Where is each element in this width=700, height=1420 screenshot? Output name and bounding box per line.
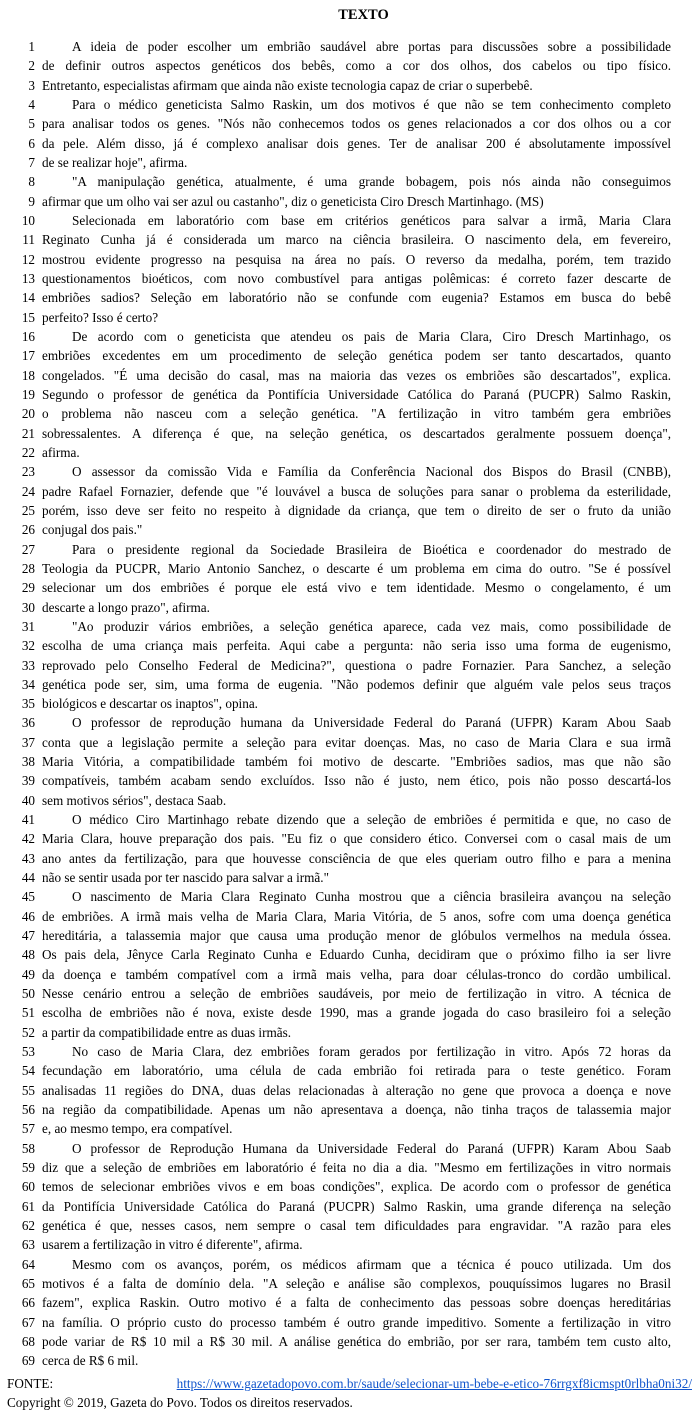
line-text: Os pais dela, Jênyce Carla Reginato Cunha e Eduardo Cunha, decidiram que o próximo filho ia ser livre	[42, 947, 671, 963]
line-text: reprovado pelo Conselho Federal de Medicina?", questiona o padre Fornazier. Para Sanchez, a seleção	[42, 657, 671, 673]
text-line	[0, 1119, 700, 1138]
line-text: afirmar que um olho vai ser azul ou castanho", diz o geneticista Ciro Dresch Martinhago. (MS)	[42, 193, 544, 209]
line-text: hereditária, a talassemia major que causa uma produção menor de glóbulos vermelhos na medula óssea.	[42, 928, 671, 944]
text-line	[0, 1081, 700, 1100]
line-text: embriões sadios? Seleção em laboratório não se confunde com eugenia? Estamos em busca do bebê	[42, 290, 671, 306]
line-number: 29	[21, 580, 35, 596]
line-number: 40	[21, 792, 35, 808]
line-text: A ideia de poder escolher um embrião saudável abre portas para discussões sobre a possibilidade	[72, 39, 671, 54]
line-text: e, ao mesmo tempo, era compatível.	[42, 1121, 233, 1137]
line-number: 23	[21, 464, 35, 480]
line-number: 19	[21, 386, 35, 402]
source-label: FONTE:	[7, 1375, 54, 1391]
line-number: 36	[21, 715, 35, 731]
line-text: perfeito? Isso é certo?	[42, 309, 159, 325]
source-row	[0, 1374, 700, 1393]
source-link[interactable]: https://www.gazetadopovo.com.br/saude/selecionar-um-bebe-e-etico-76rrgxf8icmspt0rlbha0ni32/	[176, 1375, 692, 1391]
text-line	[0, 346, 700, 365]
line-text: ano antes da fertilização, para que houvesse consciência de que eles queriam outro filho e para a menina	[42, 850, 671, 866]
line-text: padre Rafael Fornazier, defende que "é louvável a busca de soluções para sanar o problema da esterilidade,	[42, 483, 671, 499]
line-text: Para o presidente regional da Sociedade Brasileira de Bioética e coordenador do mestrado de	[72, 541, 671, 557]
line-text: biológicos e descartar os inaptos", opina.	[42, 696, 258, 712]
text-line	[0, 1293, 700, 1312]
line-text: No caso de Maria Clara, dez embriões foram gerados por fertilização in vitro. Após 72 horas da	[72, 1044, 671, 1060]
text-line	[0, 288, 700, 307]
line-number: 3	[28, 77, 35, 93]
line-text: compatíveis, também acabam sendo excluídos. Isso não é justo, nem ético, pois não posso descartá-los	[42, 773, 671, 789]
text-line	[0, 636, 700, 655]
line-text: "Ao produzir vários embriões, a seleção genética aparece, cada vez mais, como possibilidade de	[72, 618, 671, 634]
text-line	[0, 945, 700, 964]
text-line	[0, 1158, 700, 1177]
line-number: 17	[21, 348, 35, 364]
line-text: para analisar todos os genes. "Nós não conhecemos todos os genes relacionados a cor dos olhos ou a cor	[42, 116, 671, 132]
line-number: 31	[21, 618, 35, 634]
text-line	[0, 907, 700, 926]
line-text: porém, isso deve ser feito no respeito à dignidade da criança, que tem o direito de ser o fruto da união	[42, 502, 671, 518]
text-line	[0, 1139, 700, 1158]
line-number: 4	[28, 96, 35, 112]
text-line	[0, 887, 700, 906]
line-number: 46	[21, 908, 35, 924]
line-text: O nascimento de Maria Clara Reginato Cunha mostrou que a ciência brasileira avançou na seleção	[72, 889, 671, 905]
line-text: Maria Vitória, a compatibilidade também foi motivo de descarte. "Embriões sadios, mas que não são	[42, 754, 671, 770]
line-number: 12	[21, 251, 35, 267]
line-number: 26	[21, 522, 35, 538]
line-text: sem motivos sérios", destaca Saab.	[42, 792, 227, 808]
text-line	[0, 211, 700, 230]
line-text: Maria Clara, houve preparação dos pais. "Eu fiz o que considero ético. Conversei com o casal mais de um	[42, 831, 671, 847]
text-line	[0, 95, 700, 114]
line-number: 45	[21, 889, 35, 905]
text-line	[0, 617, 700, 636]
copyright-text: Copyright © 2019, Gazeta do Povo. Todos os direitos reservados.	[7, 1394, 353, 1410]
line-text: Segundo o professor de genética da Pontifícia Universidade Católica do Paraná (PUCPR) Salmo Raskin,	[42, 386, 671, 402]
line-text: não se sentir usada por ter nascido para salvar a irmã."	[42, 870, 329, 886]
line-text: genética é que, nesses casos, nem sempre o casal tem dificuldades para engravidar. "A razão para eles	[42, 1218, 671, 1234]
line-number: 28	[21, 560, 35, 576]
line-number: 2	[28, 58, 35, 74]
text-line	[0, 1197, 700, 1216]
line-text: descarte a longo prazo", afirma.	[42, 599, 210, 615]
text-line	[0, 37, 700, 56]
text-line	[0, 829, 700, 848]
line-number: 8	[28, 174, 35, 190]
line-number: 6	[28, 135, 35, 151]
line-text: da doença e também compatível com a irmã mais velha, para doar células-tronco do cordão umbilical.	[42, 966, 671, 982]
text-line	[0, 56, 700, 75]
line-number: 66	[21, 1295, 35, 1311]
line-number: 60	[21, 1179, 35, 1195]
line-number: 18	[21, 367, 35, 383]
line-text: afirma.	[42, 444, 80, 460]
text-line	[0, 443, 700, 462]
text-line	[0, 791, 700, 810]
line-number: 65	[21, 1276, 35, 1291]
line-number: 48	[21, 947, 35, 963]
text-line	[0, 172, 700, 191]
line-number: 39	[21, 773, 35, 789]
line-text: o problema não nasceu com a seleção genética. "A fertilização in vitro também gera embriões	[42, 406, 671, 422]
line-text: escolha de uma criança mais perfeita. Aqui cabe a pergunta: não seria isso uma forma de eugenismo,	[42, 638, 671, 654]
line-text: Entretanto, especialistas afirmam que ainda não existe tecnologia capaz de criar o superbebê.	[42, 77, 533, 93]
line-number: 35	[21, 696, 35, 712]
text-line	[0, 984, 700, 1003]
line-number: 64	[21, 1256, 35, 1272]
line-number: 32	[21, 638, 35, 654]
line-number: 55	[21, 1082, 35, 1098]
line-number: 14	[21, 290, 35, 306]
line-text: O assessor da comissão Vida e Família da Conferência Nacional dos Bispos do Brasil (CNBB),	[72, 464, 671, 480]
line-number: 13	[21, 270, 35, 286]
line-number: 59	[21, 1160, 35, 1176]
footer	[0, 1374, 700, 1413]
text-line	[0, 771, 700, 790]
line-text: O médico Ciro Martinhago rebate dizendo que a seleção de embriões é permitida e que, no caso de	[72, 812, 671, 828]
text-line	[0, 76, 700, 95]
text-line	[0, 250, 700, 269]
line-number: 63	[21, 1237, 35, 1253]
line-number: 24	[21, 483, 35, 499]
text-line	[0, 366, 700, 385]
line-number: 21	[21, 425, 35, 441]
line-text: fazem", explica Raskin. Outro motivo é a falta de conhecimento das pessoas sobre doenças hereditárias	[42, 1295, 671, 1311]
line-number: 41	[21, 812, 35, 828]
line-text: O professor de reprodução humana da Universidade Federal do Paraná (UFPR) Karam Abou Saab	[72, 715, 671, 731]
text-line	[0, 1100, 700, 1119]
line-text: a partir da compatibilidade entre as duas irmãs.	[42, 1024, 292, 1040]
line-number: 5	[28, 116, 35, 132]
line-text: usarem a fertilização in vitro é diferente", afirma.	[42, 1237, 303, 1253]
line-number: 62	[21, 1218, 35, 1234]
line-number: 9	[28, 193, 35, 209]
line-text: De acordo com o geneticista que atendeu os pais de Maria Clara, Ciro Dresch Martinhago, os	[72, 328, 671, 344]
text-line	[0, 926, 700, 945]
line-text: questionamentos bioéticos, com novo combustível para antigas polêmicas: é correto fazer descarte de	[42, 270, 671, 286]
text-line	[0, 713, 700, 732]
text-line	[0, 404, 700, 423]
line-text: de embriões. A irmã mais velha de Maria Clara, Maria Vitória, de 5 anos, sofre com uma doença genética	[42, 908, 671, 924]
line-number: 49	[21, 966, 35, 982]
text-line	[0, 965, 700, 984]
line-number: 25	[21, 502, 35, 518]
line-number: 1	[28, 39, 35, 54]
page-title: TEXTO	[338, 7, 389, 23]
line-text: da Pontifícia Universidade Católica do Paraná (PUCPR) Salmo Raskin, uma grande diferença na seleção	[42, 1198, 671, 1214]
text-line	[0, 1313, 700, 1332]
line-number: 58	[21, 1140, 35, 1156]
text-line	[0, 424, 700, 443]
text-line	[0, 269, 700, 288]
line-number: 51	[21, 1005, 35, 1021]
line-text: analisadas 11 regiões do DNA, duas delas relacionadas à alteração no gene que provoca a doença e nove	[42, 1082, 671, 1098]
text-lines	[0, 37, 700, 1371]
line-text: Selecionada em laboratório com base em critérios genéticos para salvar a irmã, Maria Clara	[72, 212, 671, 228]
text-line	[0, 694, 700, 713]
line-number: 68	[21, 1333, 35, 1349]
text-line	[0, 462, 700, 481]
line-text: mostrou evidente progresso na pesquisa na área no país. O reverso da medalha, porém, tem trazido	[42, 251, 671, 267]
line-text: Para o médico geneticista Salmo Raskin, um dos motivos é que não se tem conhecimento completo	[72, 96, 671, 112]
text-line	[0, 482, 700, 501]
line-text: embriões excedentes em um procedimento de seleção genética podem ser tanto descartados, quanto	[42, 348, 671, 364]
text-line	[0, 1177, 700, 1196]
line-number: 69	[21, 1353, 35, 1369]
line-number: 7	[28, 154, 35, 170]
line-text: conta que a legislação permite a seleção para evitar doenças. Mas, no caso de Maria Clara e sua irmã	[42, 734, 671, 750]
line-text: da pele. Além disso, já é complexo analisar dois genes. Ter de analisar 200 é absolutamente impossível	[42, 135, 671, 151]
line-text: Mesmo com os avanços, porém, os médicos afirmam que a técnica é pouco utilizada. Um dos	[72, 1256, 671, 1272]
line-number: 67	[21, 1314, 35, 1330]
text-line	[0, 385, 700, 404]
text-line	[0, 1332, 700, 1351]
text-line	[0, 1235, 700, 1254]
line-number: 15	[21, 309, 35, 325]
line-number: 37	[21, 734, 35, 750]
line-number: 56	[21, 1102, 35, 1118]
text-line	[0, 114, 700, 133]
text-line	[0, 810, 700, 829]
text-line	[0, 598, 700, 617]
text-line	[0, 559, 700, 578]
text-line	[0, 327, 700, 346]
text-line	[0, 540, 700, 559]
text-line	[0, 308, 700, 327]
line-text: de definir outros aspectos genéticos dos bebês, como a cor dos olhos, dos cabelos ou tipo físico.	[42, 58, 671, 74]
line-number: 30	[21, 599, 35, 615]
line-text: O professor de Reprodução Humana da Universidade Federal do Paraná (UFPR) Karam Abou Saab	[72, 1140, 671, 1156]
text-line	[0, 192, 700, 211]
text-line	[0, 153, 700, 172]
text-line	[0, 501, 700, 520]
line-number: 61	[21, 1198, 35, 1214]
line-text: na região da compatibilidade. Apenas um não apresentava a doença, não tinha traços de talassemia major	[42, 1102, 671, 1118]
line-text: cerca de R$ 6 mil.	[42, 1353, 139, 1369]
line-number: 33	[21, 657, 35, 673]
line-number: 54	[21, 1063, 35, 1079]
line-number: 44	[21, 870, 35, 886]
text-line	[0, 578, 700, 597]
line-text: diz que a seleção de embriões em laboratório é feita no dia a dia. "Mesmo em fertilizações in vitro normais	[42, 1160, 671, 1176]
line-number: 50	[21, 986, 35, 1002]
text-line	[0, 1042, 700, 1061]
line-text: selecionar um dos embriões é porque ele está vivo e tem identidade. Mesmo o congelamento, é um	[42, 580, 671, 596]
line-text: conjugal dos pais."	[42, 522, 143, 538]
line-text: sobressalentes. A diferença é que, na seleção genética, os descartados geralmente possuem doença",	[42, 425, 671, 441]
line-number: 11	[22, 232, 35, 248]
line-text: fecundação em laboratório, uma célula de cada embrião foi retirada para o teste genético. Foram	[42, 1063, 671, 1079]
line-text: Nesse cenário entrou a seleção de embriões saudáveis, por meio de fertilização in vitro. A técnica de	[42, 986, 671, 1002]
text-line	[0, 752, 700, 771]
text-line	[0, 1216, 700, 1235]
text-line	[0, 134, 700, 153]
line-number: 38	[21, 754, 35, 770]
text-line	[0, 1274, 700, 1293]
text-line	[0, 733, 700, 752]
line-number: 27	[21, 541, 35, 557]
text-line	[0, 849, 700, 868]
line-text: escolha de embriões não é nova, existe desde 1990, mas a grande jogada do caso brasileiro foi a seleção	[42, 1005, 671, 1021]
line-text: Teologia da PUCPR, Mario Antonio Sanchez, o descarte é um problema em cima do outro. "Se é possível	[42, 560, 671, 576]
text-line	[0, 656, 700, 675]
text-line	[0, 868, 700, 887]
line-number: 34	[21, 676, 35, 692]
line-text: na família. O próprio custo do processo também é outro grande impeditivo. Somente a fertilização in vitro	[42, 1314, 671, 1330]
line-text: Reginato Cunha já é considerada um marco na ciência brasileira. O nascimento dela, em fevereiro,	[42, 232, 671, 248]
text-line	[0, 1061, 700, 1080]
line-number: 22	[21, 444, 35, 460]
text-line	[0, 520, 700, 539]
line-text: de se realizar hoje", afirma.	[42, 154, 188, 170]
line-text: congelados. "É uma decisão do casal, mas na maioria das vezes os embriões são descartados", explica.	[42, 367, 671, 383]
line-text: genética pode ser, sim, uma forma de eugenia. "Não podemos definir que alguém vale pelos seus traços	[42, 676, 671, 692]
text-line	[0, 1255, 700, 1274]
line-number: 42	[21, 831, 35, 847]
line-number: 10	[21, 212, 35, 228]
text-line	[0, 230, 700, 249]
line-number: 57	[21, 1121, 35, 1137]
line-number: 43	[21, 850, 35, 866]
text-line	[0, 675, 700, 694]
line-number: 20	[21, 406, 35, 422]
text-line	[0, 1023, 700, 1042]
line-text: pode variar de R$ 10 mil a R$ 30 mil. A análise genética do embrião, por ser rara, também tem custo alto,	[42, 1333, 671, 1349]
line-text: "A manipulação genética, atualmente, é uma grande bobagem, pois nós ainda não conseguimos	[72, 174, 671, 190]
line-text: temos de selecionar embriões vivos e em boas condições", explica. De acordo com o professor de genética	[42, 1179, 671, 1195]
text-line	[0, 1351, 700, 1370]
line-number: 16	[21, 328, 35, 344]
text-line	[0, 1003, 700, 1022]
line-number: 52	[21, 1024, 35, 1040]
line-number: 47	[21, 928, 35, 944]
line-text: motivos é a falta de domínio dela. "A seleção e análise são complexos, pouquíssimos lugares no Brasil	[42, 1276, 671, 1291]
line-number: 53	[21, 1044, 35, 1060]
